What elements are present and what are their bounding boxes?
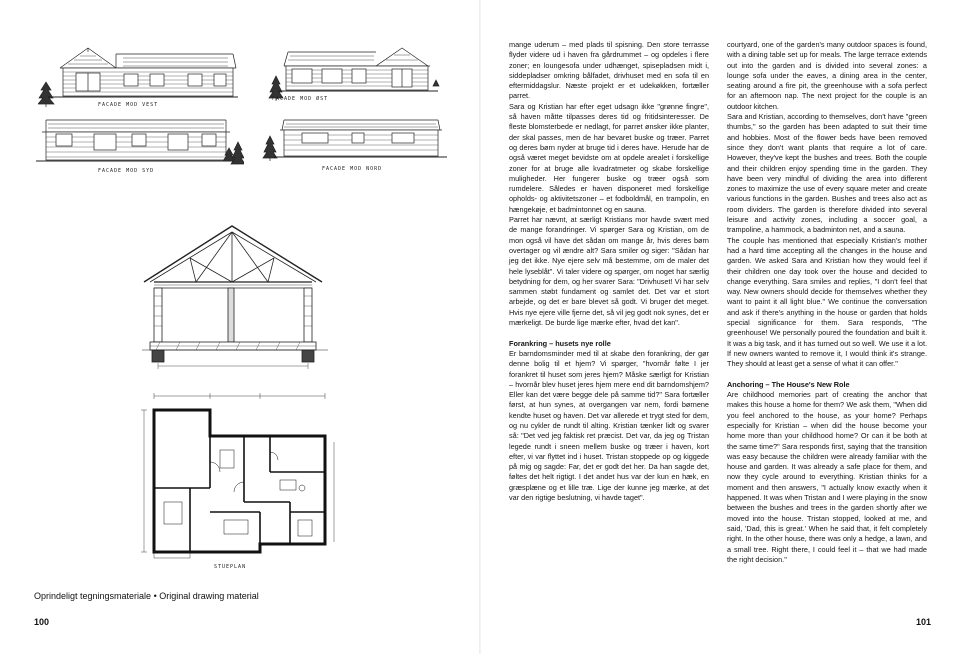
english-paragraph-2: Sara and Kristian, according to themselves, don't have "green thumbs," so the garden has been adapted to suit their time and hobbies. Most of the flower beds have been removed since they don't want plants that require a lot of care. However, they've kept the bushes and trees. Both the couple and their children enjoy spending time in the garden. They have been very mindful of dividing the area into different zones to maximize the use of every square meter and create various functions in the garden. Bushes and trees also act as room dividers. The garden is therefore divided into several leisure and activity zones, including a soccer goal, a trampoline, a hammock, a badminton net, and a sauna. (727, 112, 927, 235)
facade-north-drawing (262, 112, 452, 180)
english-paragraph-4: Are childhood memories part of creating the anchor that makes this house a home for them? We ask them, "When did you feel anchored to the house, as your home? Perhaps especially for Kristian – when did the house become your home more than your childhood home? Or can it be both at the same time?" Sara responds first, saying that the transition was easy because the children were already familiar with the house and garden. It was already a safe place for them, and now they cycle around to everything. Kristian thinks for a moment and then answers, "I actually know exactly when it happened. It was when Tristan and I were playing in the snow between the bushes and trees in the garden shortly after we moved into the house. Tristan stopped, looked at me, and said, 'Dad, this is great.' When he said that, it felt completely right. In the other house, there was only a hedge, a lawn, and a small tree. Right there, I could feel it – that we had made the right decision." (727, 390, 927, 564)
danish-paragraph-3: Parret har nævnt, at særligt Kristians mor havde svært med de mange forandringer. Vi spørger Sara og Kristian, om de mon også vil have det sådan om mange år, hvis deres børn overtager og vil ændre alt? Sara smiler og siger: "Sådan har jeg det ikke. Nye ejere selv må bestemme, om de maler det hele lyseblåt". Vi taler videre og spørger, om noget har særlig betydning for dem, og her svarer Sara: "Drivhuset! Vi har selv sammen støbt fundament og samlet det. Det var et stort arbejde, og det er bare blevet så godt. Vi bruger det meget. Hvis nye ejere ville fjerne det, så vil jeg godt nok synes, det er mærkeligt. De burde lige mærke efter, hvad det kan". (509, 215, 709, 328)
facade-west-label: FACADE MOD VEST (98, 102, 159, 108)
english-paragraph-3: The couple has mentioned that especially Kristian's mother had a hard time accepting all the changes in the house and garden. We asked Sara and Kristian how they would feel if their children one day took over the house and decided to change everything. Sara smiles and replies, "I don't feel that way. New owners should decide for themselves whether they want to paint it all light blue." We continue the conversation and ask if there's anything in the house or garden that holds special significance for them. Sara responds, "The greenhouse! We personally poured the foundation and built it. It was a big task, and it has turned out so well. We use it a lot. If new owners wanted to remove it, I would think it's strange. They should at least get a sense of what it can offer." (727, 235, 927, 369)
floor-plan-drawing (140, 392, 340, 572)
danish-text-column (509, 40, 709, 503)
floor-plan-label: STUEPLAN (214, 564, 247, 570)
english-paragraph-1: courtyard, one of the garden's many outdoor spaces is found, with a dining table set up for meals. The large terrace extends out into the garden and is divided into several zones: a lounge sofa under the eaves, a dining area in the center, seating around a fire pit, the greenhouse with a sofa perfect for an afternoon nap. The next project for the couple is an outdoor kitchen. (727, 40, 927, 111)
figure-caption: Oprindeligt tegningsmateriale • Original drawing material (34, 591, 259, 601)
english-text-column (727, 40, 927, 565)
facade-east-label: FACADE MOD ØST (272, 96, 329, 102)
danish-paragraph-4: Er barndomsminder med til at skabe den forankring, der gør denne bolig til et hjem? Vi spørger, "hvornår følte I jer forankret til huset som jeres hjem? Måske særligt for Kristian – hvornår blev huset jeres hjem mere end dit barndomshjem? Eller kan det være begge dele på samme tid?" Sara fortæller først, at hun synes, at overgangen var nem, fordi børnene kendte huset og haven. Det var allerede et trygt sted for dem, og nu cykler de rundt til alting. Kristian tænker lidt og svarer så: "Det ved jeg faktisk ret præcist. Det var, da jeg og Tristan legede rundt i sneen mellem buske og træer i haven, kort efter, vi var flyttet ind i huset. Tristan stoppede op og kiggede på mig og sagde: Far, det er godt det her. Da han sagde det, føltes det helt rigtigt. I det andet hus var der kun en hæk, en græsplæne og et lille træ. Lige der kunne jeg mærke, at det var den rigtige beslutning, vi havde taget". (509, 348, 709, 503)
section-drawing (140, 220, 330, 370)
danish-section-heading: Forankring – husets nye rolle (509, 338, 611, 348)
page-number-left: 100 (34, 617, 50, 627)
danish-paragraph-2: Sara og Kristian har efter eget udsagn ikke "grønne fingre", så haven måtte tilpasses deres tid og fritidsinteresser. De fleste blomsterbede er nedlagt, for parret ønsker ikke planter, der skal passes, men de har bevaret buske og træer. Parret og deres børn nyder at bruge tid i deres have. Herude har de også været meget bevidste om at opdele arealet i forskellige zoner for at bruge alle kvadratmeter og skabe forskellige muligheder. Her fungerer buske og træer også som rumdelere. Således er haven disponeret med forskellige opholds- og aktivitetszoner – et fodboldmål, en trampolin, en hængekøje, et badmintonnet og en sauna. (509, 101, 709, 214)
english-section-heading: Anchoring – The House's New Role (727, 379, 850, 389)
facade-north-label: FACADE MOD NORD (322, 166, 383, 172)
facade-south-drawing (36, 112, 244, 180)
page-number-right: 101 (916, 617, 932, 627)
facade-east-drawing (268, 40, 448, 110)
danish-paragraph-1: mange uderum – med plads til spisning. Den store terrasse flyder videre ud i haven fra gårdrummet – og opdeles i flere zoner; en loungesofa under udhænget, spisepladsen midt i, siddepladser omkring bålfadet, drivhuset med en sofa til en eftermiddagslur. Næste projekt er et udekøkken, fortæller parret. (509, 40, 709, 101)
facade-west-drawing (38, 40, 243, 110)
facade-south-label: FACADE MOD SYD (98, 168, 155, 174)
